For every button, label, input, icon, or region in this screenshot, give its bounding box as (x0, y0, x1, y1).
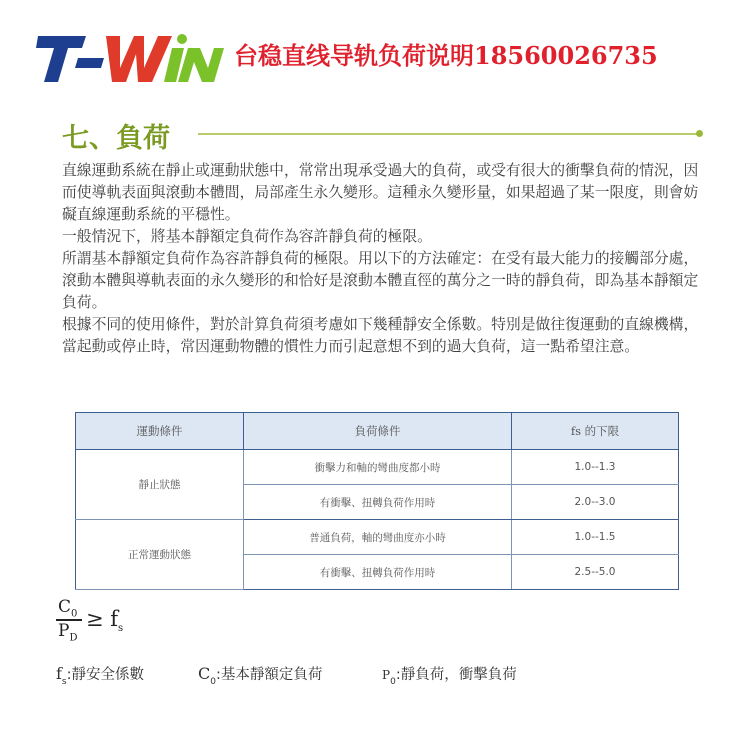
paragraph: 直線運動系統在靜止或運動狀態中，常常出現承受過大的負荷，或受有很大的衝擊負荷的情況，因而使導軌表面與滾動本體間，局部產生永久變形。這種永久變形量，如果超過了某一限度，則會妨礙直線運動系統的平穩性。 (62, 162, 699, 223)
section-divider-dot (696, 130, 703, 137)
fs-value-cell: 2.5--5.0 (512, 555, 679, 590)
formula-legend (56, 663, 696, 689)
section-title: 七、負荷 (62, 123, 170, 154)
load-condition-cell: 有衝擊、扭轉負荷作用時 (244, 485, 512, 520)
legend-item: $f_s$:靜安全係數 (56, 664, 145, 687)
load-condition-cell: 普通負荷，軸的彎曲度亦小時 (244, 520, 512, 555)
legend-item: $C_0$:基本靜額定負荷 (198, 664, 323, 687)
fs-value-cell: 1.0--1.3 (512, 450, 679, 485)
motion-condition-cell: 靜止狀態 (76, 450, 244, 520)
table-row (76, 520, 679, 555)
header (0, 0, 750, 100)
section-divider (198, 133, 698, 135)
formula-numerator: $C_0$ (58, 597, 78, 620)
paragraph: 一般情況下，將基本靜額定負荷作為容許靜負荷的極限。 (62, 228, 432, 245)
formula-denominator: $P_D$ (58, 621, 78, 644)
header-load-condition: 負荷條件 (244, 413, 512, 450)
header-fs-lower-limit: fs 的下限 (512, 413, 679, 450)
paragraph: 所謂基本靜額定負荷作為容許靜負荷的極限。用以下的方法確定：在受有最大能力的接觸部分處，滾動本體與導軌表面的永久變形的和恰好是滾動本體直徑的萬分之一時的靜負荷，即為基本靜額定負荷。 (62, 250, 699, 311)
header-motion-condition: 運動條件 (76, 413, 244, 450)
paragraph: 根據不同的使用條件，對於計算負荷須考慮如下幾種靜安全係數。特別是做往復運動的直線機構，當起動或停止時，常因運動物體的慣性力而引起意想不到的過大負荷，這一點希望注意。 (62, 316, 699, 355)
fs-value-cell: 1.0--1.5 (512, 520, 679, 555)
safety-factor-formula (56, 597, 256, 647)
motion-condition-cell: 正常運動狀態 (76, 520, 244, 590)
twin-logo (34, 28, 224, 90)
table-row (76, 450, 679, 485)
load-condition-cell: 有衝擊、扭轉負荷作用時 (244, 555, 512, 590)
safety-factor-table (75, 412, 679, 590)
load-condition-cell: 衝擊力和軸的彎曲度都小時 (244, 450, 512, 485)
fs-value-cell: 2.0--3.0 (512, 485, 679, 520)
body-text (62, 160, 707, 358)
formula-relation: ≥ $f_s$ (86, 607, 124, 635)
banner-title: 台稳直线导轨负荷说明18560026735 (234, 41, 658, 70)
table-header-row (76, 413, 679, 450)
legend-item: $P_0$:靜負荷，衝擊負荷 (382, 667, 517, 687)
